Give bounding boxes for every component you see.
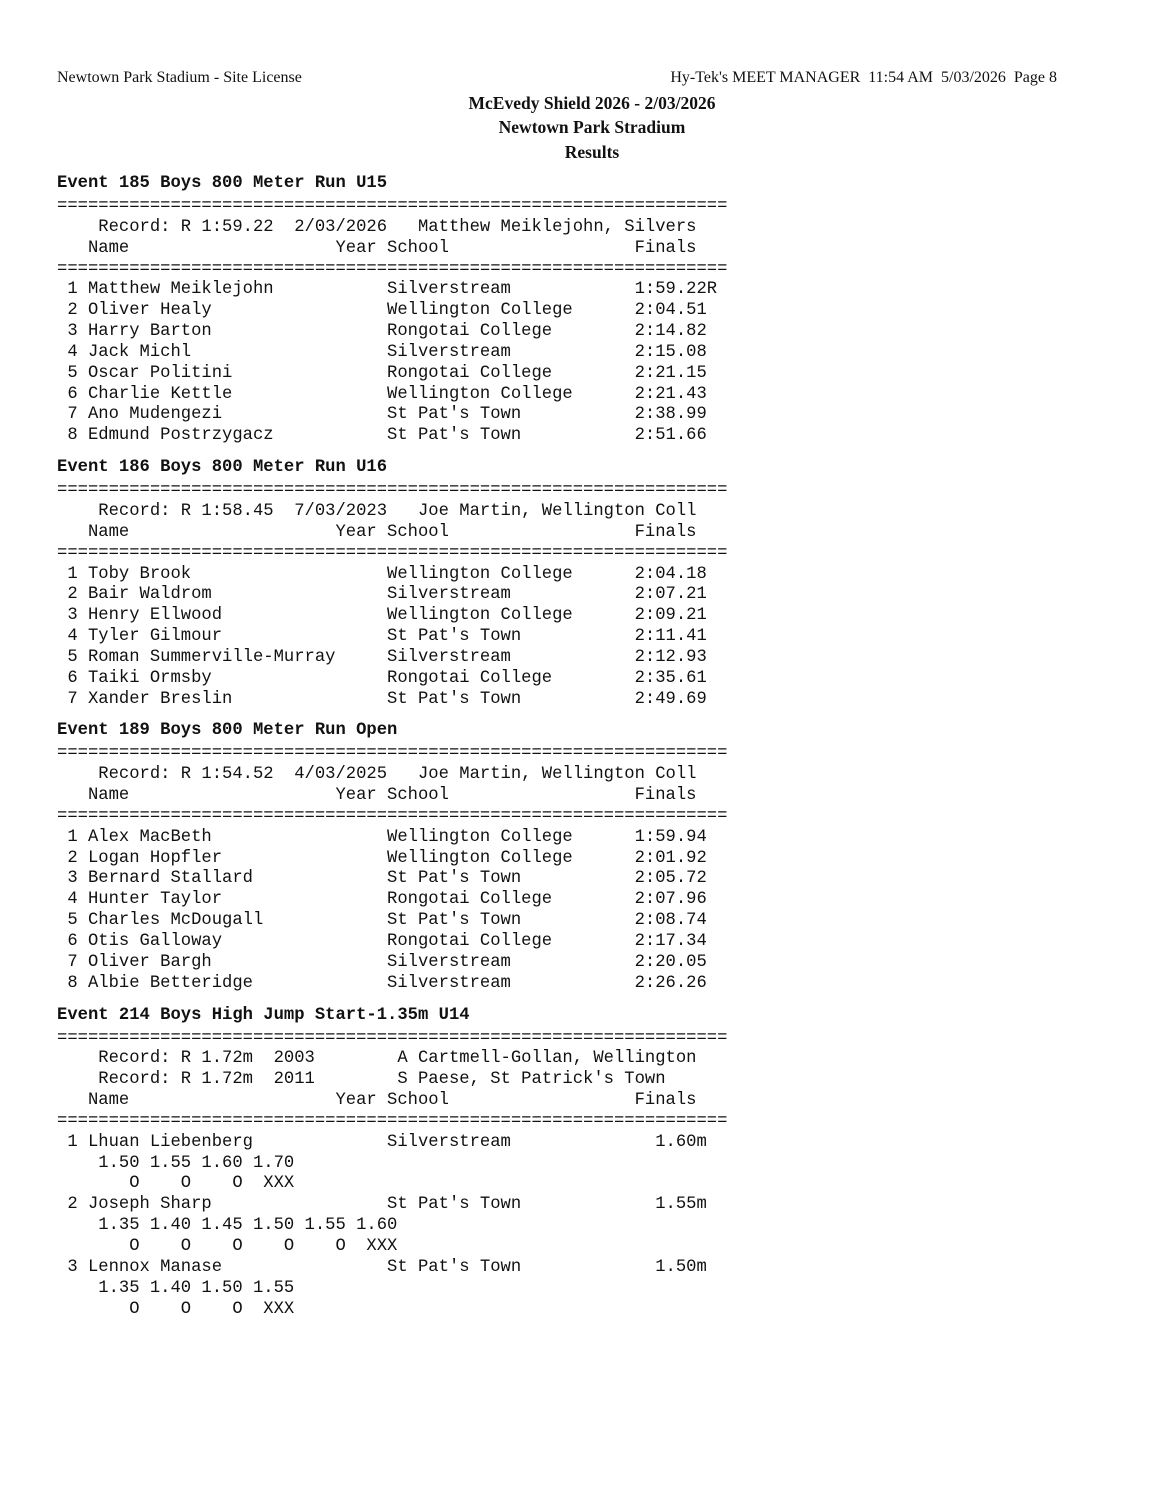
event-title: Event 185 Boys 800 Meter Run U15	[57, 174, 388, 193]
result-row: 2 Logan Hopfler Wellington College 2:01.92	[57, 848, 707, 868]
result-row: O O O O O XXX	[57, 1236, 398, 1256]
result-row: 5 Oscar Politini Rongotai College 2:21.15	[57, 363, 707, 383]
separator-line: =================================================================	[57, 1111, 728, 1131]
result-row: 7 Oliver Bargh Silverstream 2:20.05	[57, 952, 707, 972]
event-title: Event 189 Boys 800 Meter Run Open	[57, 721, 398, 741]
separator-line: =================================================================	[57, 744, 728, 764]
result-row: 1 Matthew Meiklejohn Silverstream 1:59.22R	[57, 280, 718, 300]
result-row: 7 Ano Mudengezi St Pat's Town 2:38.99	[57, 405, 707, 425]
event-section	[57, 457, 727, 710]
separator-line: =================================================================	[57, 1028, 728, 1048]
result-row: 1.35 1.40 1.50 1.55	[57, 1278, 295, 1298]
separator-line: =================================================================	[57, 481, 728, 501]
separator-line: =================================================================	[57, 259, 728, 279]
result-row: 3 Harry Barton Rongotai College 2:14.82	[57, 322, 707, 342]
result-row: 7 Xander Breslin St Pat's Town 2:49.69	[57, 689, 707, 709]
separator-line: =================================================================	[57, 543, 728, 563]
result-row: O O O XXX	[57, 1174, 295, 1194]
record-line: Record: R 1:58.45 7/03/2023 Joe Martin, Wellington Coll	[57, 501, 697, 521]
meet-manager-stamp: Hy-Tek's MEET MANAGER 11:54 AM 5/03/2026 Page 8	[670, 69, 1057, 86]
separator-line: =================================================================	[57, 806, 728, 826]
result-row: 1 Lhuan Liebenberg Silverstream 1.60m	[57, 1132, 707, 1152]
column-header: Name Year School Finals	[57, 1091, 697, 1111]
result-row: 2 Joseph Sharp St Pat's Town 1.55m	[57, 1195, 707, 1215]
result-row: 6 Taiki Ormsby Rongotai College 2:35.61	[57, 668, 707, 688]
record-line: Record: R 1.72m 2003 A Cartmell-Gollan, Wellington	[57, 1049, 697, 1069]
record-line: Record: R 1:59.22 2/03/2026 Matthew Meiklejohn, Silvers	[57, 217, 697, 237]
result-row: 8 Albie Betteridge Silverstream 2:26.26	[57, 973, 707, 993]
result-row: 4 Hunter Taylor Rongotai College 2:07.96	[57, 890, 707, 910]
event-section	[57, 1005, 727, 1321]
event-title: Event 186 Boys 800 Meter Run U16	[57, 458, 388, 478]
result-row: 1.50 1.55 1.60 1.70	[57, 1153, 295, 1173]
separator-line: =================================================================	[57, 197, 728, 216]
section-gap	[57, 447, 727, 457]
record-line: Record: R 1.72m 2011 S Paese, St Patrick's Town	[57, 1070, 666, 1090]
result-row: 2 Oliver Healy Wellington College 2:04.51	[57, 301, 707, 321]
result-row: 4 Jack Michl Silverstream 2:15.08	[57, 342, 707, 362]
result-row: 5 Charles McDougall St Pat's Town 2:08.74	[57, 911, 707, 931]
site-license-text: Newtown Park Stadium - Site License	[57, 69, 302, 86]
event-section	[57, 720, 727, 994]
result-row: 8 Edmund Postrzygacz St Pat's Town 2:51.66	[57, 426, 707, 446]
venue-title: Newtown Park Stradium	[498, 117, 686, 137]
column-header: Name Year School Finals	[57, 786, 697, 806]
result-row: 1.35 1.40 1.45 1.50 1.55 1.60	[57, 1216, 398, 1236]
result-row: 6 Otis Galloway Rongotai College 2:17.34	[57, 932, 707, 951]
result-row: 5 Roman Summerville-Murray Silverstream 2:12.93	[57, 647, 707, 667]
meet-title: McEvedy Shield 2026 - 2/03/2026	[468, 93, 716, 113]
event-title: Event 214 Boys High Jump Start-1.35m U14	[57, 1005, 470, 1025]
result-row: 4 Tyler Gilmour St Pat's Town 2:11.41	[57, 627, 707, 647]
results-heading: Results	[564, 142, 620, 162]
result-row: O O O XXX	[57, 1299, 295, 1319]
result-row: 6 Charlie Kettle Wellington College 2:21.43	[57, 384, 707, 404]
event-section	[57, 173, 727, 447]
result-row: 3 Henry Ellwood Wellington College 2:09.21	[57, 606, 707, 626]
results-document	[57, 173, 727, 1320]
result-row: 1 Alex MacBeth Wellington College 1:59.94	[57, 827, 707, 847]
column-header: Name Year School Finals	[57, 238, 697, 258]
section-gap	[57, 710, 727, 720]
section-gap	[57, 995, 727, 1005]
result-row: 3 Lennox Manase St Pat's Town 1.50m	[57, 1257, 707, 1277]
record-line: Record: R 1:54.52 4/03/2025 Joe Martin, Wellington Coll	[57, 765, 697, 785]
result-row: 3 Bernard Stallard St Pat's Town 2:05.72	[57, 869, 707, 889]
result-row: 2 Bair Waldrom Silverstream 2:07.21	[57, 585, 707, 605]
result-row: 1 Toby Brook Wellington College 2:04.18	[57, 564, 707, 584]
column-header: Name Year School Finals	[57, 522, 697, 542]
